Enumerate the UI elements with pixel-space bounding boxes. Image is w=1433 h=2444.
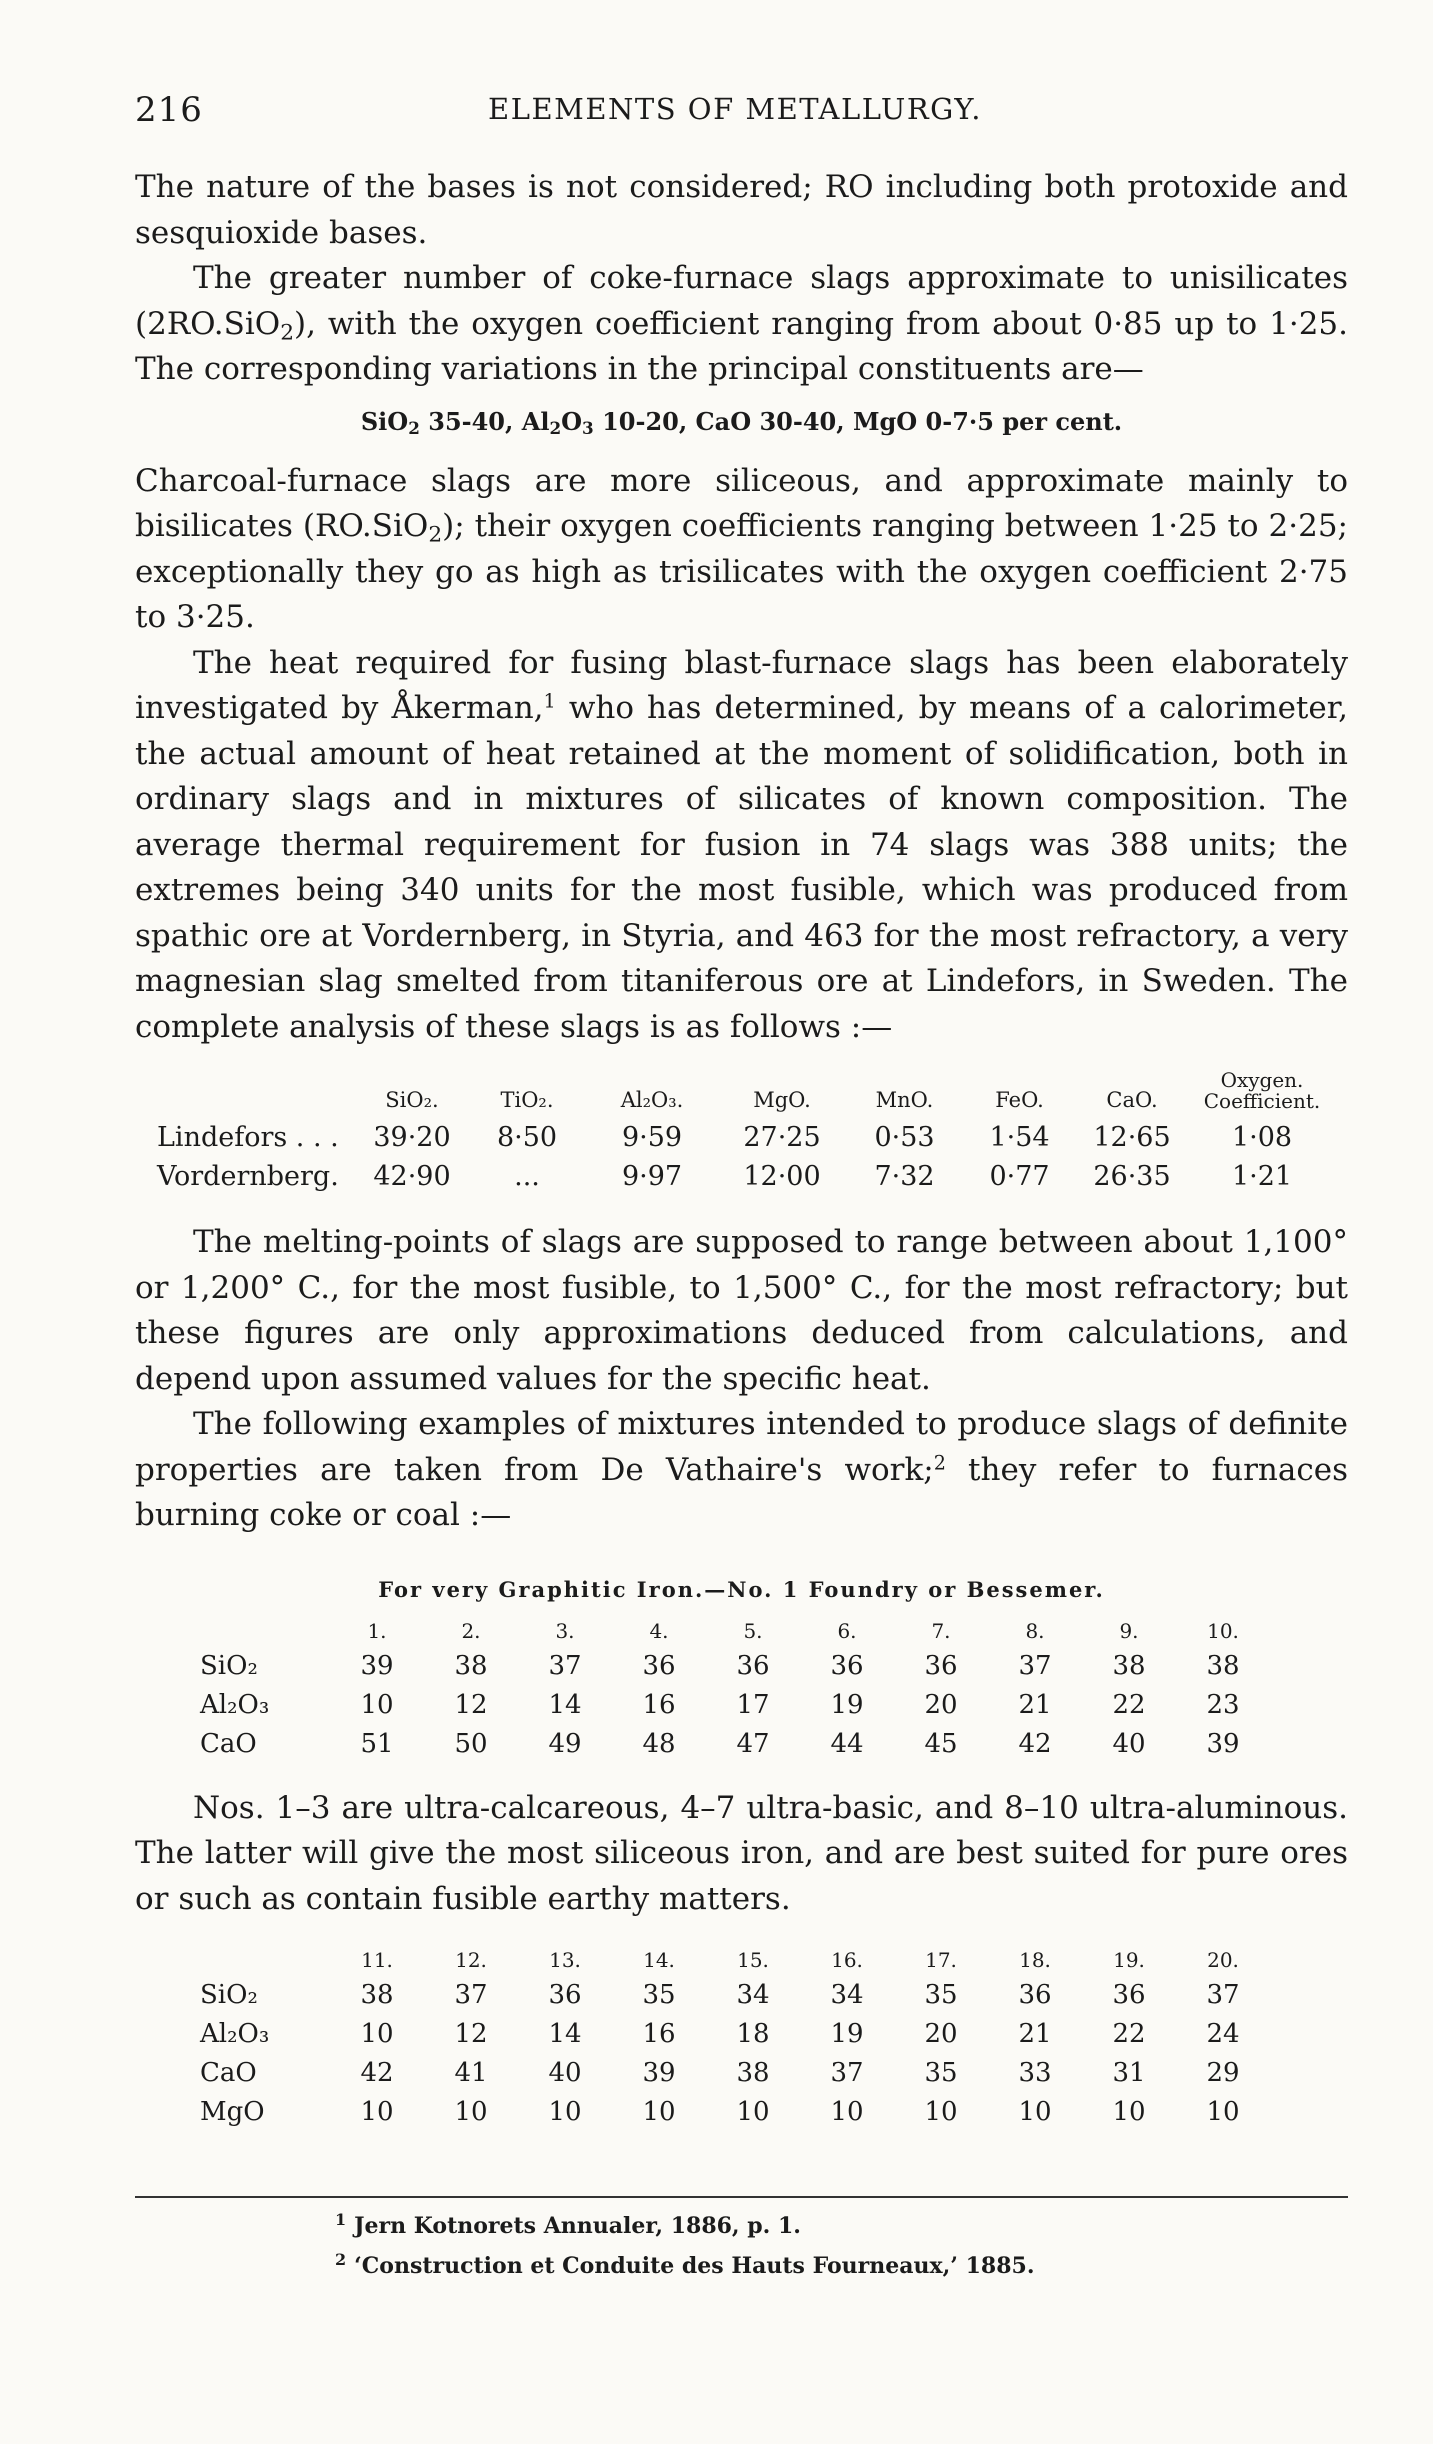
table-cell: 9·59 [621,1122,683,1153]
table-cell: 10 [924,2097,958,2127]
table-cell: 36 [548,1980,582,2010]
table-cell: 10 [736,2097,770,2127]
table-cell: 33 [1018,2058,1052,2088]
page-body [135,165,1348,2132]
table-cell: 31 [1112,2058,1146,2088]
footnote-mark: 2 [335,2250,347,2269]
table-cell: 9·97 [621,1161,683,1192]
table-cell: 10 [1112,2097,1146,2127]
table-cell: 37 [548,1650,582,1681]
table-cell: 37 [830,2058,864,2088]
table-cell: 10 [360,2019,394,2049]
table-row [200,1647,1270,1686]
row-label: Al₂O₃ [200,2019,270,2049]
table-header: 19. [1113,1948,1145,1972]
table-cell: 0·77 [989,1161,1050,1192]
footnote-ref: 1 [543,689,556,713]
table-row [200,2054,1270,2093]
table-header: 16. [831,1948,863,1972]
table-cell: 12 [454,2019,488,2049]
table-cell: 10 [642,2097,676,2127]
table-cell: 20 [924,2019,958,2049]
table-header: SiO₂. [385,1088,439,1112]
table-cell: 36 [1018,1980,1052,2010]
table-cell: 34 [736,1980,770,2010]
table-cell: 35 [924,1980,958,2010]
row-label: MgO [200,2097,265,2127]
row-label: Al₂O₃ [200,1689,270,1720]
table-cell: 20 [924,1689,958,1720]
table-cell: 10 [360,2097,394,2127]
footnote-ref: 2 [933,1450,946,1474]
mixture-table-title: For very Graphitic Iron.—No. 1 Foundry or Bessemer. [378,1576,1105,1602]
table-header: Oxygen. Coefficient. [1203,1068,1321,1113]
table-row [200,1686,1270,1725]
table-header: 17. [925,1948,957,1972]
table-cell: 39·20 [373,1122,451,1153]
table-cell: 12 [454,1689,488,1720]
table-cell: ... [514,1161,540,1192]
page-number: 216 [135,90,203,130]
table-header: 6. [837,1618,857,1643]
table-cell: 45 [924,1728,958,1759]
table-cell: 1·08 [1231,1122,1293,1153]
paragraph: The heat required for fusing blast-furnace slags has been elaborately investigated by Åkerman,$^1$ who has determined, by means of a calorimeter, the actual amount of heat retained at the moment of solidification, both in ordinary slags and in mixtures of silicates of known composition. The average thermal requirement for fusion in 74 slags was 388 units; the extremes being 340 units for the most fusible, which was produced from spathic ore at Vordernberg, in Styria, and 463 for the most refractory, a very magnesian slag smelted from titaniferous ore at Lindefors, in Sweden. The complete analysis of these slags is as follows :— [135,644,1348,1045]
footnote [335,2245,1034,2281]
table-cell: 21 [1018,2019,1052,2049]
footnote-mark: 1 [335,2210,347,2229]
table-cell: 26·35 [1093,1161,1171,1192]
table-header [200,1944,330,1976]
table-cell: 36 [924,1650,958,1681]
table-header: 9. [1119,1618,1139,1643]
table-cell: 35 [642,1980,676,2010]
table-header: 2. [461,1618,481,1643]
table-row [200,2093,1270,2132]
table-cell: 38 [360,1980,394,2010]
table-header: 1. [367,1618,387,1643]
table-cell: 24 [1206,2019,1240,2049]
table-cell: 36 [736,1650,770,1681]
table-header: 5. [743,1618,763,1643]
table-cell: 39 [642,2058,676,2088]
table-header [200,1615,330,1647]
table-header: 4. [649,1618,669,1643]
table-cell: 50 [454,1728,488,1759]
table-cell: 47 [736,1728,770,1759]
table-header: 15. [737,1948,769,1972]
table-cell: 0·53 [874,1122,935,1153]
table-header-row [157,1070,1337,1118]
table-cell: 12·65 [1093,1122,1171,1153]
table-cell: 22 [1112,1689,1146,1720]
table-row [200,1725,1270,1764]
table-cell: 40 [548,2058,582,2088]
table-cell: 27·25 [743,1122,821,1153]
table-cell: 22 [1112,2019,1146,2049]
table-cell: 21 [1018,1689,1052,1720]
table-header: 11. [361,1948,393,1972]
table-row [157,1118,1337,1157]
paragraph: The nature of the bases is not considered; RO including both protoxide and sesquioxide bases. [135,169,1348,251]
table-header: TiO₂. [500,1088,554,1112]
table-header: MnO. [875,1088,934,1112]
table-row [200,1976,1270,2015]
table-cell: 40 [1112,1728,1146,1759]
table-cell: 42 [360,2058,394,2088]
table-cell: 10 [360,1689,394,1720]
table-cell: 7·32 [874,1161,935,1192]
table-header: FeO. [995,1088,1044,1112]
table-cell: 16 [642,1689,676,1720]
table-cell: 38 [454,1650,488,1681]
table-cell: 38 [1112,1650,1146,1681]
paragraph: Charcoal-furnace slags are more siliceous, and approximate mainly to bisilicates (RO.SiO$_2$); their oxygen coefficients ranging between 1·25 to 2·25; exceptionally they go as high as trisilicates with the oxygen coefficient 2·75 to 3·25. [135,462,1348,635]
table-cell: 19 [830,1689,864,1720]
table-header: CaO. [1106,1088,1158,1112]
table-cell: 23 [1206,1689,1240,1720]
table-cell: 37 [454,1980,488,2010]
table-cell: 51 [360,1728,394,1759]
table-cell: 19 [830,2019,864,2049]
row-label: CaO [200,2058,257,2088]
table-cell: 37 [1206,1980,1240,2010]
table-row [200,2015,1270,2054]
running-title: ELEMENTS OF METALLURGY. [488,92,982,126]
footnote-text: ‘Construction et Conduite des Hauts Fourneaux,’ 1885. [354,2253,1035,2279]
table-cell: 48 [642,1728,676,1759]
table-cell: 34 [830,1980,864,2010]
table-header: 14. [643,1948,675,1972]
row-label: Vordernberg. [157,1161,339,1192]
table-cell: 29 [1206,2058,1240,2088]
table-cell: 18 [736,2019,770,2049]
table-header: 10. [1207,1618,1239,1643]
paragraph: The following examples of mixtures intended to produce slags of definite properties are taken from De Vathaire's work;$^2$ they refer to furnaces burning coke or coal :— [135,1406,1348,1533]
table-cell: 36 [642,1650,676,1681]
paragraph: The melting-points of slags are supposed to range between about 1,100° or 1,200° C., for the most fusible, to 1,500° C., for the most refractory; but these figures are only approximations deduced from calculations, and depend upon assumed values for the specific heat. [135,1224,1348,1397]
paragraph: The greater number of coke-furnace slags approximate to unisilicates (2RO.SiO$_2$), with the oxygen coefficient ranging from about 0·85 up to 1·25. The corresponding variations in the principal constituents are— [135,260,1348,387]
table-cell: 10 [454,2097,488,2127]
table-row [157,1157,1337,1196]
page-header [135,90,1335,140]
table-cell: 42 [1018,1728,1052,1759]
table-cell: 12·00 [743,1161,821,1192]
mixture-table-1 [200,1615,1270,1764]
table-cell: 8·50 [496,1122,558,1153]
table-cell: 36 [1112,1980,1146,2010]
table-cell: 36 [830,1650,864,1681]
table-cell: 44 [830,1728,864,1759]
table-header: 13. [549,1948,581,1972]
table-header-row [200,1944,1270,1976]
table-header: 18. [1019,1948,1051,1972]
table-cell: 49 [548,1728,582,1759]
table-header: 3. [555,1618,575,1643]
table-header-row [200,1615,1270,1647]
row-label: SiO₂ [200,1980,258,2010]
footnote-divider [135,2196,1348,2198]
table-cell: 37 [1018,1650,1052,1681]
table-header: Al₂O₃. [620,1088,684,1112]
table-cell: 10 [1018,2097,1052,2127]
table-header: 20. [1207,1948,1239,1972]
table-cell: 38 [1206,1650,1240,1681]
table-header: 7. [931,1618,951,1643]
row-label: CaO [200,1728,257,1759]
mixture-table-2 [200,1944,1270,2132]
composition-formula: SiO$_2$ 35-40, $Al_2O_3$ 10-20, CaO 30-40, MgO 0-7·5 per cent. [360,406,1123,438]
table-cell: 42·90 [373,1161,451,1192]
table-cell: 10 [830,2097,864,2127]
table-cell: 39 [360,1650,394,1681]
row-label: SiO₂ [200,1650,258,1681]
table-header: 8. [1025,1618,1045,1643]
table-cell: 14 [548,2019,582,2049]
footnote [335,2205,801,2241]
table-cell: 35 [924,2058,958,2088]
table-cell: 41 [454,2058,488,2088]
table-header: 12. [455,1948,487,1972]
row-label: Lindefors . . . [157,1122,339,1153]
table-cell: 1·54 [989,1122,1050,1153]
table-cell: 10 [1206,2097,1240,2127]
table-cell: 10 [548,2097,582,2127]
table-cell: 39 [1206,1728,1240,1759]
slag-analysis-table [157,1070,1337,1196]
table-cell: 38 [736,2058,770,2088]
footnote-text: Jern Kotnorets Annualer, 1886, p. 1. [354,2213,801,2239]
table-header [157,1070,357,1118]
paragraph: Nos. 1–3 are ultra-calcareous, 4–7 ultra-basic, and 8–10 ultra-aluminous. The latter will give the most siliceous iron, and are best suited for pure ores or such as contain fusible earthy matters. [135,1789,1348,1917]
table-cell: 14 [548,1689,582,1720]
table-cell: 16 [642,2019,676,2049]
table-cell: 17 [736,1689,770,1720]
table-cell: 1·21 [1231,1161,1293,1192]
table-header: MgO. [753,1088,811,1112]
